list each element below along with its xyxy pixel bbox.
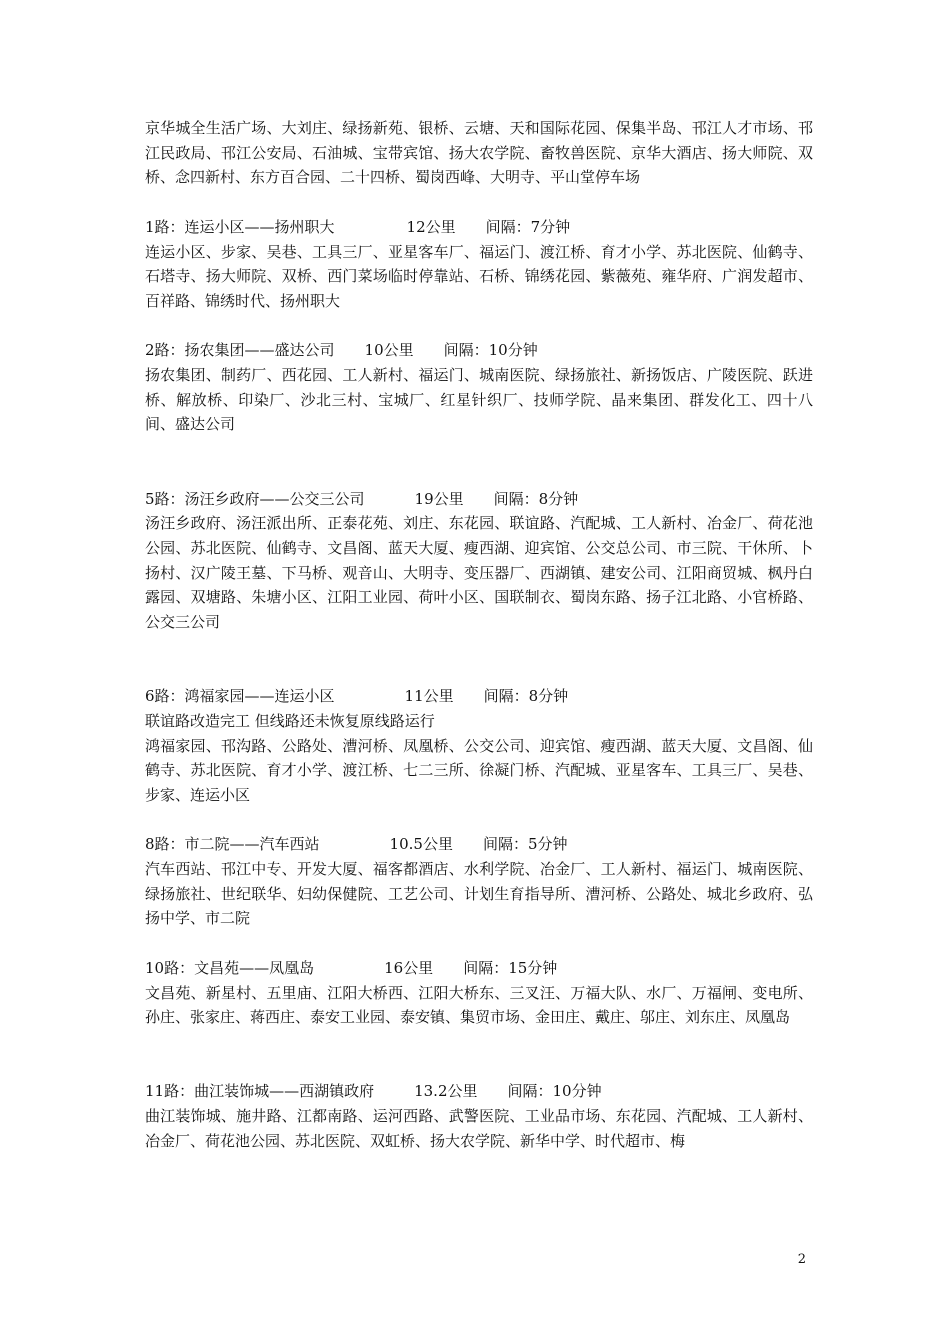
route-name: 5路：汤汪乡政府——公交三公司 xyxy=(145,489,365,508)
route-interval: 间隔：5分钟 xyxy=(482,835,568,854)
route-interval: 间隔：10分钟 xyxy=(507,1082,602,1101)
route-block-2 xyxy=(145,338,813,437)
route-interval: 间隔：10分钟 xyxy=(443,341,538,360)
route-name: 2路：扬农集团——盛达公司 xyxy=(145,341,335,360)
route-name: 8路：市二院——汽车西站 xyxy=(145,835,320,854)
route-name: 6路：鸿福家园——连运小区 xyxy=(145,687,335,706)
route-block-1 xyxy=(145,215,813,314)
route-interval: 间隔：7分钟 xyxy=(485,217,571,236)
route-block-6 xyxy=(145,684,813,808)
route-name: 11路：曲江装饰城——西湖镇政府 xyxy=(145,1082,375,1101)
route-name: 10路：文昌苑——凤凰岛 xyxy=(145,958,315,977)
route-interval: 间隔：15分钟 xyxy=(463,958,558,977)
route-interval: 间隔：8分钟 xyxy=(493,489,579,508)
route-name: 1路：连运小区——扬州职大 xyxy=(145,217,335,236)
document-body xyxy=(145,116,813,1178)
route-interval: 间隔：8分钟 xyxy=(483,687,569,706)
route-header xyxy=(145,215,813,240)
route-distance: 11公里 xyxy=(404,687,454,706)
route-header xyxy=(145,956,813,981)
intro-block xyxy=(145,116,813,190)
intro-stop-list: 京华城全生活广场、大刘庄、绿扬新苑、银桥、云塘、天和国际花园、保集半岛、邗江人才市场、邗江民政局、邗江公安局、石油城、宝带宾馆、扬大农学院、畜牧兽医院、京华大酒店、扬大师院、双桥、念四新村、东方百合园、二十四桥、蜀岗西峰、大明寺、平山堂停车场 xyxy=(145,119,813,187)
route-note: 联谊路改造完工 但线路还未恢复原线路运行 xyxy=(145,711,435,730)
route-stop-list: 鸿福家园、邗沟路、公路处、漕河桥、凤凰桥、公交公司、迎宾馆、瘦西湖、蓝天大厦、文昌阁、仙鹤寺、苏北医院、育才小学、渡江桥、七二三所、徐凝门桥、汽配城、亚星客车、工具三厂、吴巷、步家、连运小区 xyxy=(145,736,813,804)
route-block-8 xyxy=(145,832,813,931)
route-distance: 13.2公里 xyxy=(414,1082,478,1101)
route-header xyxy=(145,487,813,512)
page-number: 2 xyxy=(797,1252,806,1267)
route-stop-list: 汤汪乡政府、汤汪派出所、正泰花苑、刘庄、东花园、联谊路、汽配城、工人新村、冶金厂、荷花池公园、苏北医院、仙鹤寺、文昌阁、蓝天大厦、瘦西湖、迎宾馆、公交总公司、市三院、干休所、卜扬村、汉广陵王墓、下马桥、观音山、大明寺、变压器厂、西湖镇、建安公司、江阳商贸城、枫丹白露园、双塘路、朱塘小区、江阳工业园、荷叶小区、国联制衣、蜀岗东路、扬子江北路、小官桥路、公交三公司 xyxy=(145,514,813,632)
route-distance: 10公里 xyxy=(364,341,414,360)
route-distance: 12公里 xyxy=(406,217,456,236)
route-distance: 16公里 xyxy=(384,958,434,977)
route-stop-list: 扬农集团、制药厂、西花园、工人新村、福运门、城南医院、绿扬旅社、新扬饭店、广陵医院、跃进桥、解放桥、印染厂、沙北三村、宝城厂、红星针织厂、技师学院、晶来集团、群发化工、四十八间、盛达公司 xyxy=(145,366,813,434)
route-block-11 xyxy=(145,1079,813,1153)
route-header xyxy=(145,1079,813,1104)
route-stop-list: 曲江装饰城、施井路、江都南路、运河西路、武警医院、工业品市场、东花园、汽配城、工人新村、冶金厂、荷花池公园、苏北医院、双虹桥、扬大农学院、新华中学、时代超市、梅 xyxy=(145,1107,813,1150)
route-stop-list: 文昌苑、新星村、五里庙、江阳大桥西、江阳大桥东、三叉汪、万福大队、水厂、万福闸、变电所、孙庄、张家庄、蒋西庄、泰安工业园、泰安镇、集贸市场、金田庄、戴庄、邬庄、刘东庄、凤凰岛 xyxy=(145,983,813,1027)
route-stop-list: 汽车西站、邗江中专、开发大厦、福客都酒店、水利学院、冶金厂、工人新村、福运门、城南医院、绿扬旅社、世纪联华、妇幼保健院、工艺公司、计划生育指导所、漕河桥、公路处、城北乡政府、弘扬中学、市二院 xyxy=(145,860,813,928)
route-header xyxy=(145,338,813,363)
route-block-5 xyxy=(145,487,813,635)
route-distance: 10.5公里 xyxy=(389,835,453,854)
route-distance: 19公里 xyxy=(414,489,464,508)
route-header xyxy=(145,832,813,857)
route-stop-list: 连运小区、步家、吴巷、工具三厂、亚星客车厂、福运门、渡江桥、育才小学、苏北医院、仙鹤寺、石塔寺、扬大师院、双桥、西门菜场临时停靠站、石桥、锦绣花园、紫薇苑、雍华府、广润发超市、百祥路、锦绣时代、扬州职大 xyxy=(145,242,813,310)
route-header xyxy=(145,684,813,709)
route-block-10 xyxy=(145,956,813,1030)
